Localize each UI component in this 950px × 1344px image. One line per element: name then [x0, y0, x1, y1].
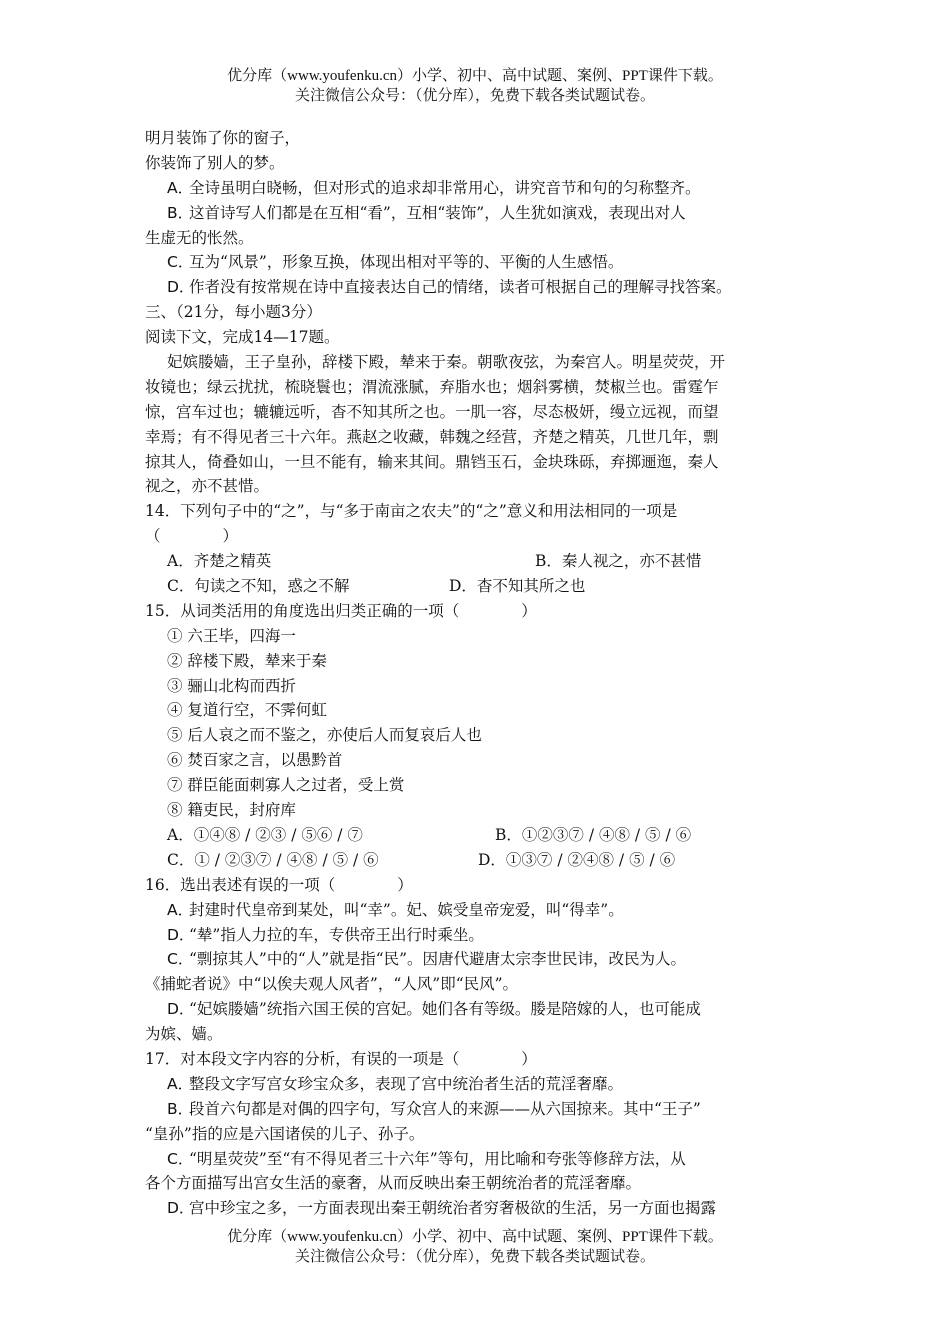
q16-stem: 16．选出表述有误的一项（ ）: [145, 875, 413, 894]
q14-stem-cont: （ ）: [145, 527, 239, 546]
section-3-title: 三、（21分，每小题3分）: [145, 303, 322, 322]
option-letter: A．: [167, 900, 194, 919]
q16-option-c-cont: 《捕蛇者说》中“以俟夫观人风者”，“人风”即“民风”。: [145, 975, 519, 994]
q17-option-b-cont: “皇孙”指的应是六国诸侯的儿子、孙子。: [145, 1124, 425, 1143]
q13-option-c: [145, 250, 825, 275]
option-text: 作者没有按常规在诗中直接表达自己的情绪，读者可根据自己的理解寻找答案。: [189, 278, 732, 297]
q14-option-c: C．句读之不知，惑之不解: [167, 577, 350, 596]
option-text: 互为“风景”，形象互换，体现出相对平等的、平衡的人生感悟。: [189, 253, 624, 272]
option-letter: D．: [167, 1199, 195, 1218]
passage-line-3: 惊，宫车过也；辘辘远听，杳不知其所之也。一肌一容，尽态极妍，缦立远视，而望: [145, 402, 719, 421]
option-text: 宫中珍宝之多，一方面表现出秦王朝统治者穷奢极欲的生活，另一方面也揭露: [189, 1199, 717, 1218]
q14-option-d: D．杳不知其所之也: [449, 577, 586, 596]
passage-line-5: 掠其人，倚叠如山，一旦不能有，输来其间。鼎铛玉石，金块珠砾，弃掷逦迤，秦人: [145, 452, 719, 471]
passage-line-4: 幸焉；有不得见者三十六年。燕赵之收藏，韩魏之经营，齐楚之精英，几世几年，剽: [145, 427, 719, 446]
footer-line-1: 优分库（www.youfenku.cn）小学、初中、高中试题、案例、PPT课件下载。: [227, 1229, 723, 1245]
q17-option-c-cont: 各个方面描写出宫女生活的豪奢，从而反映出秦王朝统治者的荒淫奢靡。: [145, 1174, 642, 1193]
page-footer: [0, 1227, 950, 1267]
option-letter: C．: [167, 253, 194, 272]
q15-item-7: ⑦ 群臣能面刺寡人之过者，受上赏: [167, 776, 405, 795]
q17-stem: 17．对本段文字内容的分析，有误的一项是（ ）: [145, 1049, 537, 1068]
passage-line-1: 妃嫔媵嫱，王子皇孙，辞楼下殿，辇来于秦。朝歌夜弦，为秦宫人。明星荧荧，开: [167, 353, 726, 372]
q16-option-a: [145, 898, 825, 923]
q16-option-c: [145, 947, 825, 972]
document-body: [145, 126, 825, 1221]
q13-option-a: [145, 176, 825, 201]
q15-options-row-2: [145, 848, 825, 873]
q17-option-b: [145, 1097, 825, 1122]
q15-item-2: ② 辞楼下殿，辇来于秦: [167, 651, 327, 670]
option-letter: A．: [167, 1074, 194, 1093]
q14-option-a: A．齐楚之精英: [167, 552, 272, 571]
q14-options-row-2: [145, 574, 825, 599]
q15-option-d: D．①③⑦ / ②④⑧ / ⑤ / ⑥: [478, 850, 676, 869]
q15-item-3: ③ 骊山北构而西折: [167, 676, 296, 695]
q17-option-a: [145, 1072, 825, 1097]
poem-line-1: 明月装饰了你的窗子，: [145, 129, 301, 147]
option-letter: C．: [167, 950, 194, 969]
option-text: “妃嫔媵嫱”统指六国王侯的宫妃。她们各有等级。媵是陪嫁的人，也可能成: [189, 1000, 701, 1019]
option-text: 全诗虽明白晓畅，但对形式的追求却非常用心，讲究音节和句的匀称整齐。: [189, 178, 701, 197]
footer-line-2: 关注微信公众号：（优分库），免费下载各类试题试卷。: [294, 1249, 655, 1265]
q17-option-d: [145, 1196, 825, 1221]
q13-option-b: [145, 201, 825, 226]
option-letter: D．: [167, 278, 195, 297]
option-text: “剽掠其人”中的“人”就是指“民”。因唐代避唐太宗李世民讳，改民为人。: [189, 950, 687, 969]
q15-options-row-1: [145, 823, 825, 848]
option-text: 封建时代皇帝到某处，叫“幸”。妃、嫔受皇帝宠爱，叫“得幸”。: [189, 900, 624, 919]
section-3-instruction: 阅读下文，完成14—17题。: [145, 328, 340, 347]
option-letter: B．: [167, 203, 194, 222]
q14-stem: 14．下列句子中的“之”，与“多于南亩之农夫”的“之”意义和用法相同的一项是: [145, 502, 678, 521]
q15-stem: 15．从词类活用的角度选出归类正确的一项（ ）: [145, 601, 537, 620]
option-text: 这首诗写人们都是在互相“看”，互相“装饰”，人生犹如演戏，表现出对人: [189, 203, 686, 222]
passage-line-6: 视之，亦不甚惜。: [145, 477, 270, 496]
q15-item-8: ⑧ 籍吏民，封府库: [167, 801, 296, 820]
option-letter: D．: [167, 925, 195, 944]
option-text: 段首六句都是对偶的四字句，写众宫人的来源——从六国掠来。其中“王子”: [189, 1099, 701, 1118]
q15-item-4: ④ 复道行空，不霁何虹: [167, 701, 327, 720]
q13-option-d: [145, 275, 825, 300]
page-header: [0, 66, 950, 106]
q15-option-a: A．①④⑧ / ②③ / ⑤⑥ / ⑦: [167, 825, 363, 844]
option-letter: D．: [167, 1000, 195, 1019]
header-line-1: 优分库（www.youfenku.cn）小学、初中、高中试题、案例、PPT课件下载。: [227, 68, 723, 84]
option-text: “明星荧荧”至“有不得见者三十六年”等句，用比喻和夸张等修辞方法，从: [189, 1149, 686, 1168]
option-letter: A．: [167, 178, 194, 197]
q14-options-row-1: [145, 549, 825, 574]
q17-option-c: [145, 1147, 825, 1172]
q14-option-b: B．秦人视之，亦不甚惜: [535, 552, 702, 571]
poem-line-2: 你装饰了别人的梦。: [145, 153, 285, 172]
header-line-2: 关注微信公众号：（优分库），免费下载各类试题试卷。: [294, 88, 655, 104]
option-letter: C．: [167, 1149, 194, 1168]
q15-item-1: ① 六王毕，四海一: [167, 626, 296, 645]
option-text: “辇”指人力拉的车，专供帝王出行时乘坐。: [189, 925, 484, 944]
passage-line-2: 妆镜也；绿云扰扰，梳晓鬟也；渭流涨腻，弃脂水也；烟斜雾横，焚椒兰也。雷霆乍: [145, 377, 719, 396]
q16-option-d-cont: 为嫔、嫱。: [145, 1025, 223, 1044]
q16-option-d: [145, 997, 825, 1022]
q15-option-c: C．① / ②③⑦ / ④⑧ / ⑤ / ⑥: [167, 850, 379, 869]
q15-option-b: B．①②③⑦ / ④⑧ / ⑤ / ⑥: [495, 825, 692, 844]
q15-item-5: ⑤ 后人哀之而不鉴之，亦使后人而复哀后人也: [167, 726, 482, 745]
option-text: 整段文字写宫女珍宝众多，表现了宫中统治者生活的荒淫奢靡。: [189, 1074, 624, 1093]
option-letter: B．: [167, 1099, 194, 1118]
q13-option-b-cont: 生虚无的怅然。: [145, 228, 254, 247]
q16-option-b: [145, 923, 825, 948]
q15-item-6: ⑥ 焚百家之言，以愚黔首: [167, 751, 343, 770]
